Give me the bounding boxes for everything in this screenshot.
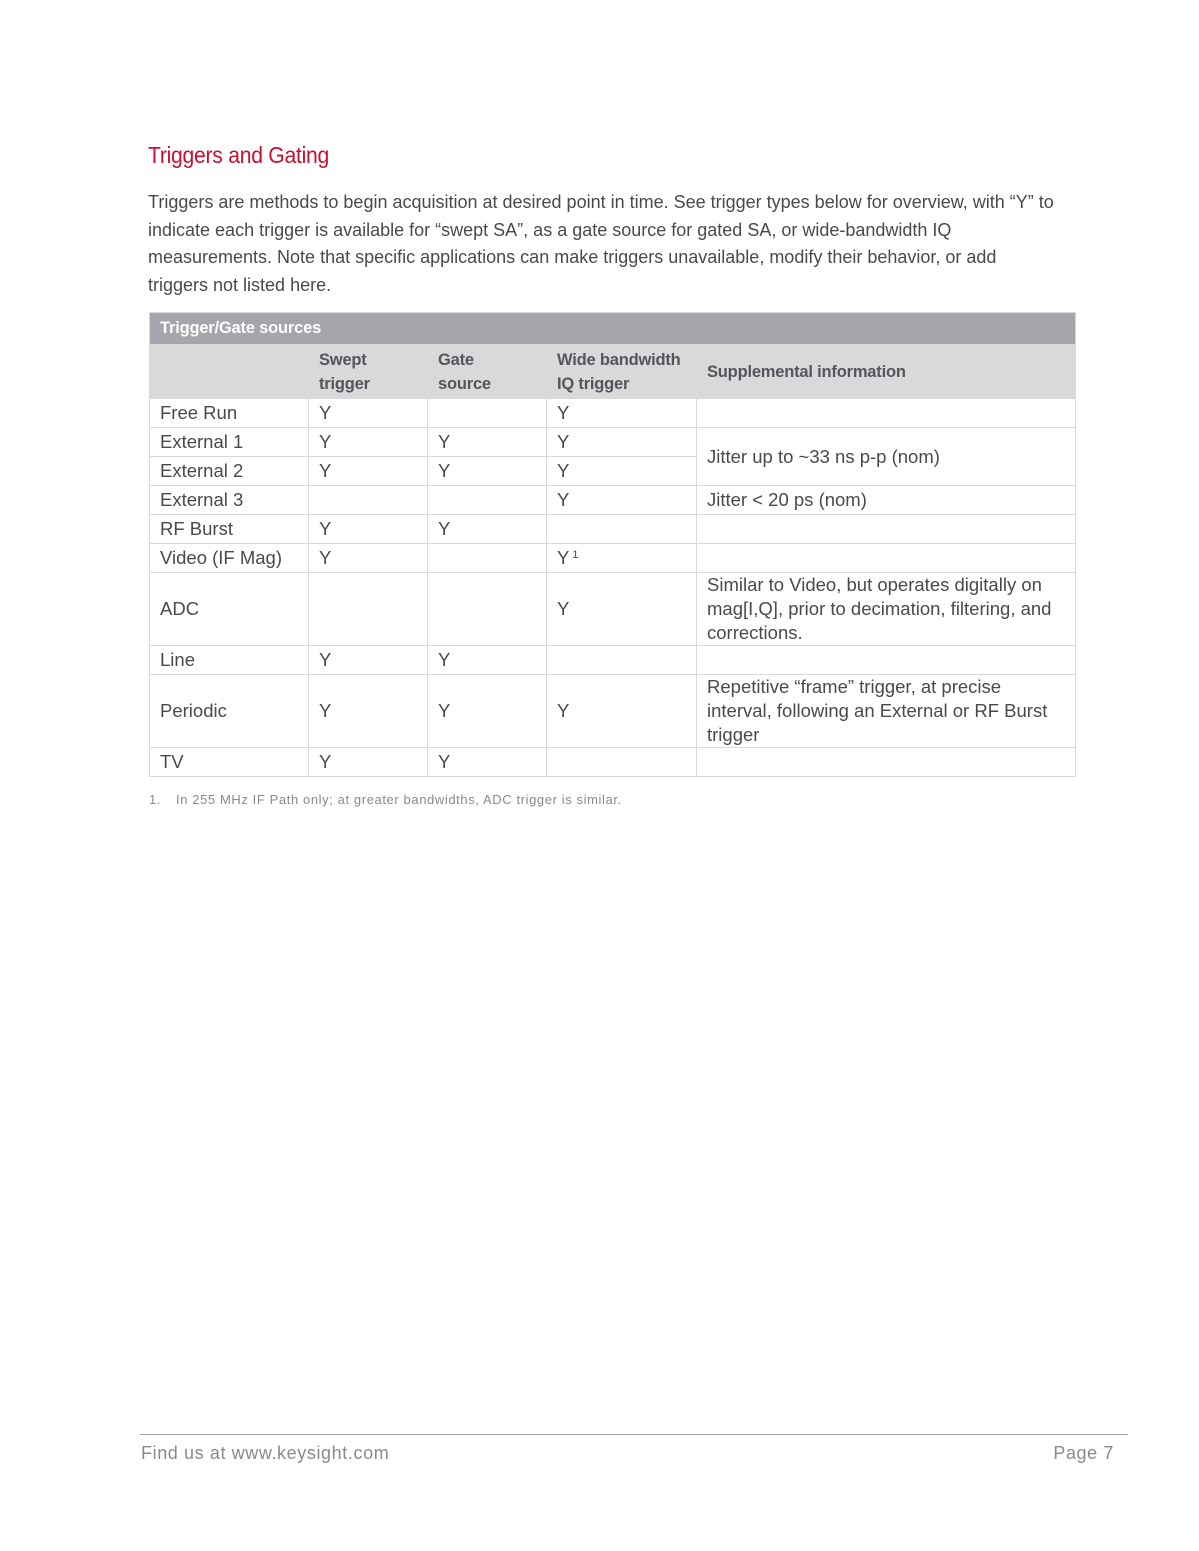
cell-info: Similar to Video, but operates digitally on mag[I,Q], prior to decimation, filtering, and corrections. [697,573,1076,646]
intro-paragraph: Triggers are methods to begin acquisition at desired point in time. See trigger types below for overview, with “Y” to indicate each trigger is available for “swept SA”, as a gate source for gated SA, or wide-bandwidth IQ measurements. Note that specific applications can make triggers unavailable, modify their behavior, or add triggers not listed here. [148,192,1054,295]
cell-gate: Y [428,748,547,777]
cell-wide [547,748,697,777]
cell-source: ADC [150,573,309,646]
footer-page-number: Page 7 [1053,1443,1114,1463]
footer-divider [140,1434,1128,1435]
cell-info [697,399,1076,428]
header-supplemental-info: Supplemental information [697,345,1076,399]
cell-swept: Y [309,515,428,544]
cell-gate: Y [428,675,547,748]
header-gate-line1: Gate [438,350,474,369]
cell-source: Video (IF Mag) [150,544,309,573]
table-row-rf-burst [150,515,1076,544]
cell-wide: Y [547,428,697,457]
cell-gate: Y [428,457,547,486]
cell-info [697,515,1076,544]
cell-info: Jitter < 20 ps (nom) [697,486,1076,515]
header-gate-source [428,345,547,399]
cell-info [697,748,1076,777]
cell-source: Line [150,646,309,675]
footer-website: Find us at www.keysight.com [141,1443,390,1463]
footnote-number: 1. [149,792,162,807]
cell-wide: Y [547,486,697,515]
cell-info: Jitter up to ~33 ns p-p (nom) [697,428,1076,486]
cell-wide [547,515,697,544]
cell-swept [309,573,428,646]
header-swept-line2: trigger [319,374,370,393]
cell-gate [428,399,547,428]
header-wide-bandwidth [547,345,697,399]
cell-swept: Y [309,675,428,748]
cell-swept: Y [309,457,428,486]
cell-swept: Y [309,748,428,777]
cell-gate: Y [428,515,547,544]
footnote-marker: 1 [572,549,579,561]
header-source [150,345,309,399]
cell-gate: Y [428,646,547,675]
section-title: Triggers and Gating [148,142,329,168]
trigger-gate-table [149,312,1076,777]
table-row-video-if-mag [150,544,1076,573]
cell-info [697,646,1076,675]
table-caption: Trigger/Gate sources [150,313,1076,345]
cell-wide [547,544,697,573]
header-swept-trigger [309,345,428,399]
cell-wide: Y [547,675,697,748]
cell-gate: Y [428,428,547,457]
cell-swept [309,486,428,515]
cell-swept: Y [309,544,428,573]
cell-wide: Y [547,457,697,486]
cell-gate [428,486,547,515]
footnote [149,792,622,807]
cell-wide-value: Y [557,547,570,568]
cell-source: External 2 [150,457,309,486]
cell-swept: Y [309,428,428,457]
table-row-free-run [150,399,1076,428]
table-row-tv [150,748,1076,777]
table-row-adc [150,573,1076,646]
cell-swept: Y [309,646,428,675]
footnote-text: In 255 MHz IF Path only; at greater bandwidths, ADC trigger is similar. [176,792,622,807]
cell-source: Periodic [150,675,309,748]
cell-gate [428,544,547,573]
table-row-periodic [150,675,1076,748]
cell-wide: Y [547,399,697,428]
table-row-external-1 [150,428,1076,457]
cell-wide [547,646,697,675]
cell-swept: Y [309,399,428,428]
header-gate-line2: source [438,374,491,393]
cell-wide: Y [547,573,697,646]
cell-source: External 3 [150,486,309,515]
header-wide-line1: Wide bandwidth [557,350,681,369]
cell-source: Free Run [150,399,309,428]
cell-info: Repetitive “frame” trigger, at precise interval, following an External or RF Burst trigger [697,675,1076,748]
table-caption-row [150,313,1076,345]
cell-source: TV [150,748,309,777]
cell-info [697,544,1076,573]
header-swept-line1: Swept [319,350,367,369]
cell-source: RF Burst [150,515,309,544]
table-header-row [150,345,1076,399]
cell-source: External 1 [150,428,309,457]
table-row-external-3 [150,486,1076,515]
cell-gate [428,573,547,646]
table-row-line [150,646,1076,675]
header-wide-line2: IQ trigger [557,374,630,393]
